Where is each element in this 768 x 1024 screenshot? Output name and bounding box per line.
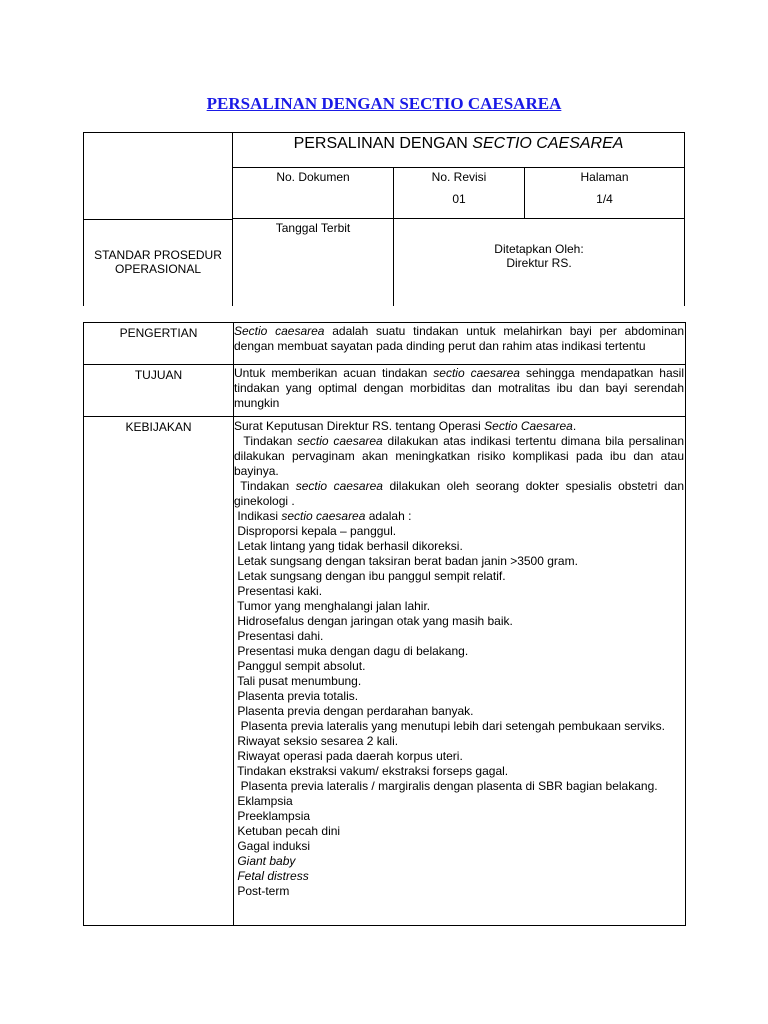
no-revisi-label: No. Revisi [431,170,487,184]
row-kebijakan [84,416,685,925]
halaman-label: Halaman [580,170,629,184]
list-item: Fetal distress [234,869,309,883]
list-item: Riwayat operasi pada daerah korpus uteri. [234,749,463,763]
list-item: Plasenta previa totalis. [234,689,359,703]
list-item: Tali pusat menumbung. [234,674,362,688]
list-item: Plasenta previa dengan perdarahan banyak. [234,704,474,718]
halaman-value: 1/4 [596,192,613,206]
row-tujuan [84,364,685,416]
header-title: PERSALINAN DENGAN SECTIO CAESAREA [293,135,624,152]
row-pengertian [84,323,685,364]
policy-paragraph: Tindakan sectio caesarea dilakukan atas indikasi tertentu dimana bila persalinan dilakukan pervaginam akan meningkatkan risiko komplikasi pada ibu dan atau bayinya. [234,434,685,478]
sop-header-table [83,132,685,306]
kebijakan-text [234,419,684,899]
tujuan-text: Untuk memberikan acuan tindakan sectio caesarea sehingga mendapatkan hasil tindakan yang optimal dengan morbiditas dan motralitas ibu dan bayi serendah mungkin [234,366,684,410]
list-item: Letak sungsang dengan taksiran berat badan janin >3500 gram. [234,554,578,568]
list-item: Presentasi muka dengan dagu di belakang. [234,644,469,658]
tanggal-terbit-label: Tanggal Terbit [275,221,351,235]
no-dokumen-label: No. Dokumen [276,170,350,184]
tujuan-label: TUJUAN [134,368,183,382]
list-item: Letak lintang yang tidak berhasil dikoreksi. [234,539,463,553]
list-item: Disproporsi kepala – panggul. [234,524,397,538]
list-item: Preeklampsia [234,809,311,823]
list-item: Gagal induksi [234,839,311,853]
list-item: Presentasi kaki. [234,584,323,598]
list-item: Post-term [234,884,290,898]
sop-body-table [83,322,686,926]
policy-paragraph: Indikasi sectio caesarea adalah : [234,509,412,523]
pengertian-label: PENGERTIAN [119,326,198,340]
policy-paragraph: Surat Keputusan Direktur RS. tentang Operasi Sectio Caesarea. [234,419,577,433]
list-item: Panggul sempit absolut. [234,659,366,673]
list-item: Plasenta previa lateralis / margiralis dengan plasenta di SBR bagian belakang. [234,779,658,793]
list-item: Giant baby [234,854,296,868]
pengertian-text: Sectio caesarea adalah suatu tindakan untuk melahirkan bayi per abdominan dengan membuat sayatan pada dinding perut dan rahim atas indikasi tertentu [234,324,684,353]
policy-paragraph: Tindakan sectio caesarea dilakukan oleh seorang dokter spesialis obstetri dan ginekologi . [234,479,685,508]
page-title: PERSALINAN DENGAN SECTIO CAESAREA [206,94,562,113]
list-item: Eklampsia [234,794,293,808]
sop-label: STANDAR PROSEDUR OPERASIONAL [94,248,222,276]
list-item: Hidrosefalus dengan jaringan otak yang masih baik. [234,614,513,628]
list-item: Ketuban pecah dini [234,824,341,838]
list-item: Plasenta previa lateralis yang menutupi lebih dari setengah pembukaan serviks. [234,719,665,733]
list-item: Letak sungsang dengan ibu panggul sempit relatif. [234,569,506,583]
list-item: Tindakan ekstraksi vakum/ ekstraksi forseps gagal. [234,764,509,778]
kebijakan-label: KEBIJAKAN [125,420,192,434]
list-item: Riwayat seksio sesarea 2 kali. [234,734,399,748]
list-item: Presentasi dahi. [234,629,324,643]
no-revisi-value: 01 [452,192,466,206]
list-item: Tumor yang menghalangi jalan lahir. [234,599,431,613]
ditetapkan-oleh: Ditetapkan Oleh: Direktur RS. [494,242,584,270]
